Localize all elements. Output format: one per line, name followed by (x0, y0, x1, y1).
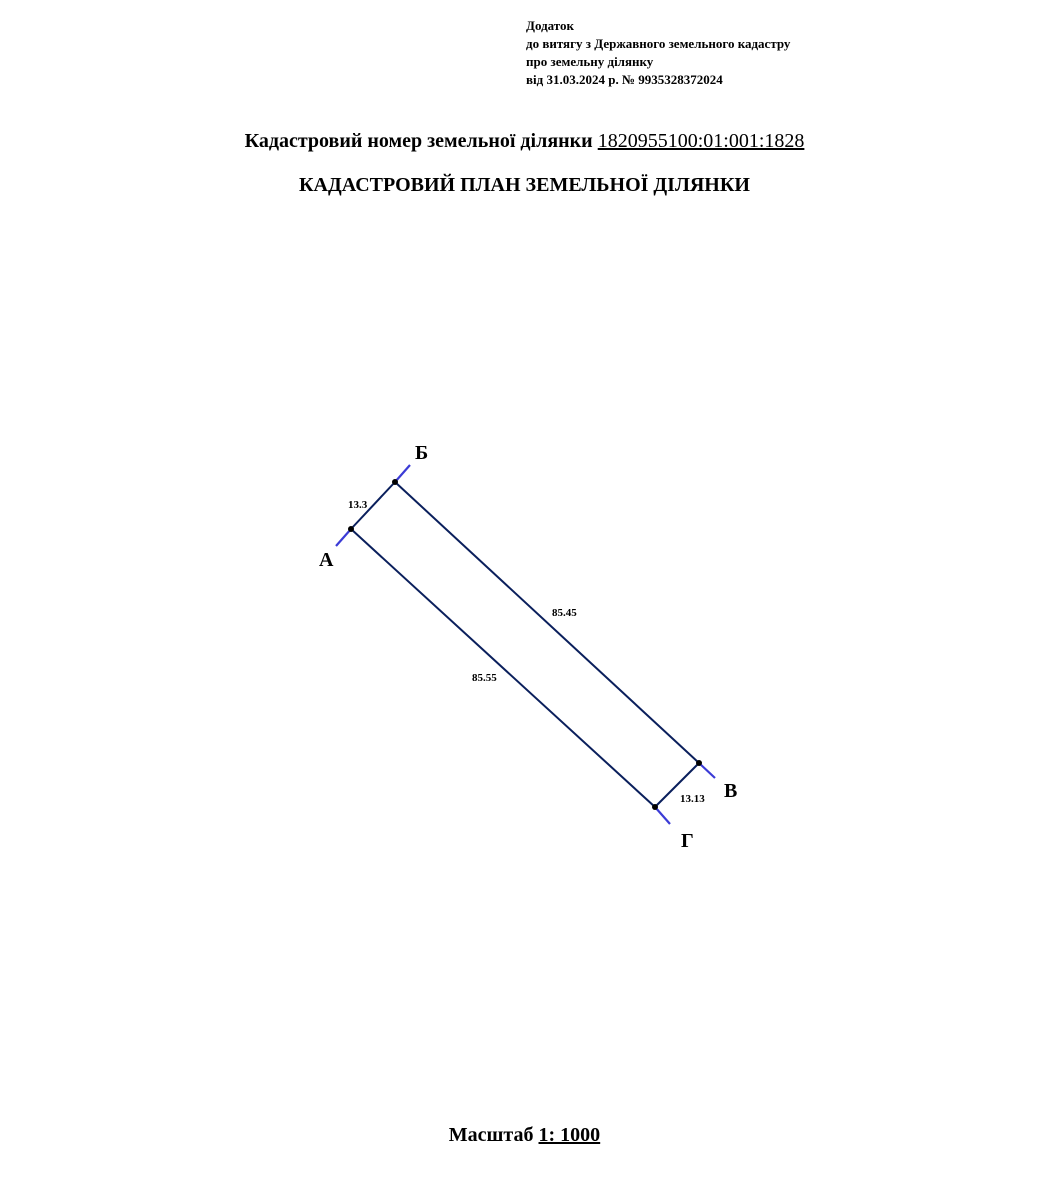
length-label-ab: 13.3 (348, 499, 368, 511)
cadastral-number-label: Кадастровий номер земельної ділянки (244, 130, 593, 152)
corner-point-a (348, 526, 354, 532)
cadastral-number-value: 1820955100:01:001:1828 (597, 130, 805, 152)
corner-point-v (696, 760, 702, 766)
corner-point-b (392, 479, 398, 485)
corner-label-g: Г (681, 830, 694, 852)
length-label-ga: 85.55 (472, 672, 497, 684)
tick-g (655, 807, 670, 824)
scale-line (0, 1124, 1049, 1147)
length-label-bv: 85.45 (552, 607, 577, 619)
corner-label-b: Б (415, 442, 429, 464)
tick-b (395, 465, 410, 482)
corner-label-v: В (724, 780, 738, 802)
annex-line-2: до витягу з Державного земельного кадастру (526, 36, 791, 51)
annex-line-1: Додаток (526, 18, 575, 33)
corner-label-a: А (319, 549, 334, 571)
tick-v (699, 763, 715, 778)
tick-a (336, 529, 351, 546)
scale-label: Масштаб (448, 1124, 534, 1146)
boundary-line-ga (351, 529, 655, 807)
scale-value: 1: 1000 (538, 1124, 601, 1146)
corner-point-g (652, 804, 658, 810)
boundary-line-bv (395, 482, 699, 763)
annex-line-4: від 31.03.2024 р. № 9935328372024 (526, 72, 723, 87)
length-label-vg: 13.13 (680, 793, 705, 805)
annex-line-3: про земельну ділянку (526, 54, 654, 69)
plan-title: КАДАСТРОВИЙ ПЛАН ЗЕМЕЛЬНОЇ ДІЛЯНКИ (299, 174, 750, 196)
